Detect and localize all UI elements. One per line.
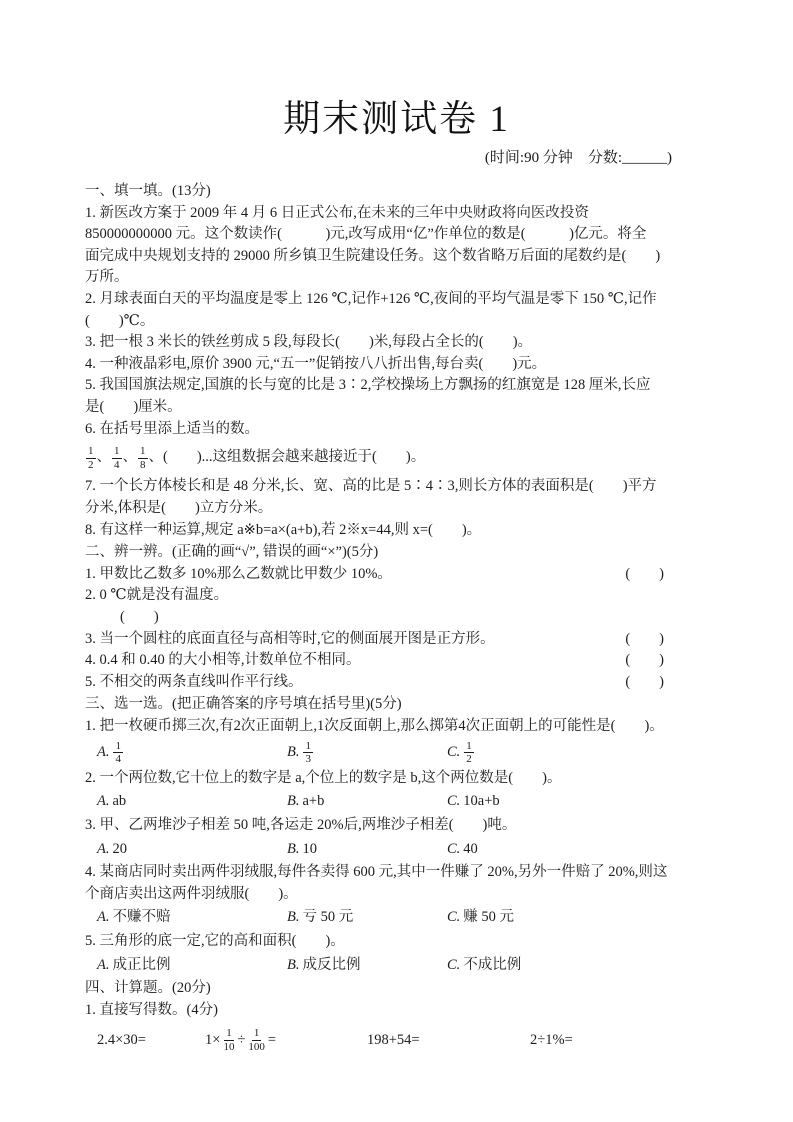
option-a: A. 20 [97,840,127,857]
answer-bracket: ( ) [625,652,664,669]
fraction-separator: 、 [148,449,163,466]
fraction-one-half: $\frac{1}{2}$ [88,445,94,471]
section-4-heading: 四、计算题。(20分) [85,980,211,997]
s3-q2-options [85,791,710,813]
paper-body [85,181,710,1054]
fraction: $\frac{1}{4}$ [115,739,121,766]
page-title: 期末测试卷 1 [283,99,510,140]
option-b: B. 10 [287,840,317,857]
option-a: A. 成正比例 [97,956,171,973]
option-b: B. a+b [287,793,325,810]
s3-q3-text: 3. 甲、乙两堆沙子相差 50 吨,各运走 20%后,两堆沙子相差( )吨。 [85,817,517,833]
option-b: B. $\frac{1}{3}$ [287,739,311,766]
option-b: B. 亏 50 元 [287,909,354,926]
fraction-one-fourth: $\frac{1}{4}$ [114,445,120,471]
section-2-heading: 二、辨一辨。(正确的画“√”, 错误的画“×”)(5分) [85,544,379,561]
option-c: C. $\frac{1}{2}$ [447,739,472,766]
s2-q1-row [85,564,710,586]
s2-q2-text: 2. 0 ℃就是没有温度。 [85,587,229,604]
s1-q1-line4: 万所。 [85,269,129,286]
s1-q2-line1: 2. 月球表面白天的平均温度是零上 126 ℃,记作+126 ℃,夜间的平均气温是零下 150 ℃,记作 [85,290,657,307]
s1-q7-line2: 分米,体积是( )立方分米。 [85,500,273,516]
s3-q1-options [85,740,710,766]
s1-q1-line3: 面完成中央规划支持的 29000 所乡镇卫生院建设任务。这个数省略万后面的尾数约是( ) [85,247,661,264]
answer-bracket: ( ) [120,608,159,625]
calc-problem-4: 2÷1%= [530,1031,573,1048]
answer-bracket: ( ) [625,565,664,582]
s1-q4: 4. 一种液晶彩电,原价 3900 元,“五一”促销按八八折出售,每台卖( )元。 [85,355,547,372]
s4-subheading: 1. 直接写得数。(4分) [85,1001,218,1018]
s3-q2-text: 2. 一个两位数,它十位上的数字是 a,个位上的数字是 b,这个两位数是( )。 [85,769,562,786]
s2-q4-row [85,650,710,672]
calc-problem-1: 2.4×30= [97,1031,146,1048]
s2-q3-text: 3. 当一个圆柱的底面直径与高相等时,它的侧面展开图是正方形。 [85,630,495,647]
s3-q4-options [85,907,710,929]
option-a: A. ab [97,793,127,810]
s1-q5-line1: 5. 我国国旗法规定,国旗的长与宽的比是 3∶2,学校操场上方飘扬的红旗宽是 128 厘米,长应 [85,377,651,394]
time-score-line: (时间:90 分钟 分数:______) [484,150,672,166]
option-c: C. 赚 50 元 [447,909,515,926]
s2-q5-row [85,672,710,694]
calc-problem-2: 1× $\frac{1}{10}$ ÷ $\frac{1}{100}$ = [205,1027,277,1053]
fraction: $\frac{1}{100}$ [248,1027,265,1053]
answer-bracket: ( ) [625,630,664,647]
s2-q4-text: 4. 0.4 和 0.40 的大小相等,计数单位不相同。 [85,652,361,669]
s3-q5-text: 5. 三角形的底一定,它的高和面积( )。 [85,932,345,949]
s1-q3: 3. 把一根 3 米长的铁丝剪成 5 段,每段长( )米,每段占全长的( )。 [85,334,533,351]
fraction: $\frac{1}{3}$ [305,739,311,766]
fraction-separator: 、 [122,449,137,466]
s1-q7-line1: 7. 一个长方体棱长和是 48 分米,长、宽、高的比是 5∶4∶3,则长方体的表面积是( )平方 [85,478,657,495]
s3-q3-options [85,839,710,861]
s2-q1-text: 1. 甲数比乙数多 10%那么乙数就比甲数少 10%。 [85,565,392,582]
section-1-heading: 一、填一填。(13分) [85,183,211,199]
s1-q1-line2: 850000000000 元。这个数读作( )元,改写成用“亿”作单位的数是( )亿元。将全 [85,226,647,243]
fraction: $\frac{1}{10}$ [223,1027,235,1053]
option-a: A. $\frac{1}{4}$ [97,739,121,766]
option-a: A. 不赚不赔 [97,909,171,926]
s1-q8: 8. 有这样一种运算,规定 a※b=a×(a+b),若 2※x=44,则 x=( )。 [85,521,482,538]
s1-q2-line2: ( )℃。 [85,312,155,329]
s3-q1-text: 1. 把一枚硬币掷三次,有2次正面朝上,1次反面朝上,那么掷第4次正面朝上的可能性是( )。 [85,717,664,734]
option-b: B. 成反比例 [287,956,361,973]
s1-q6-sequence [85,445,710,471]
answer-bracket: ( ) [625,673,664,690]
s1-q5-line2: 是( )厘米。 [85,398,182,415]
option-c: C. 40 [447,840,478,857]
s3-q4-line1: 4. 某商店同时卖出两件羽绒服,每件各卖得 600 元,其中一件赚了 20%,另外一件赔了 20%,则这 [85,864,668,881]
s3-q5-options [85,955,710,977]
s2-q5-text: 5. 不相交的两条直线叫作平行线。 [85,673,303,690]
s1-q1-line1: 1. 新医改方案于 2009 年 4 月 6 日正式公布,在未来的三年中央财政将向医改投资 [85,204,589,221]
fraction-one-eighth: $\frac{1}{8}$ [140,445,146,471]
fraction: $\frac{1}{2}$ [466,739,472,766]
s4-mental-math-row [85,1027,710,1053]
s1-q6: 6. 在括号里添上适当的数。 [85,420,259,437]
s2-q3-row [85,629,710,651]
fraction-separator: 、 [96,449,111,466]
section-3-heading: 三、选一选。(把正确答案的序号填在括号里)(5分) [85,696,402,713]
calc-problem-3: 198+54= [367,1031,420,1048]
s3-q4-line2: 个商店卖出这两件羽绒服( )。 [85,885,298,902]
option-c: C. 不成比例 [447,956,522,973]
option-c: C. 10a+b [447,793,500,810]
s1-q6-tail: ( )...这组数据会越来越接近于( )。 [163,449,426,466]
